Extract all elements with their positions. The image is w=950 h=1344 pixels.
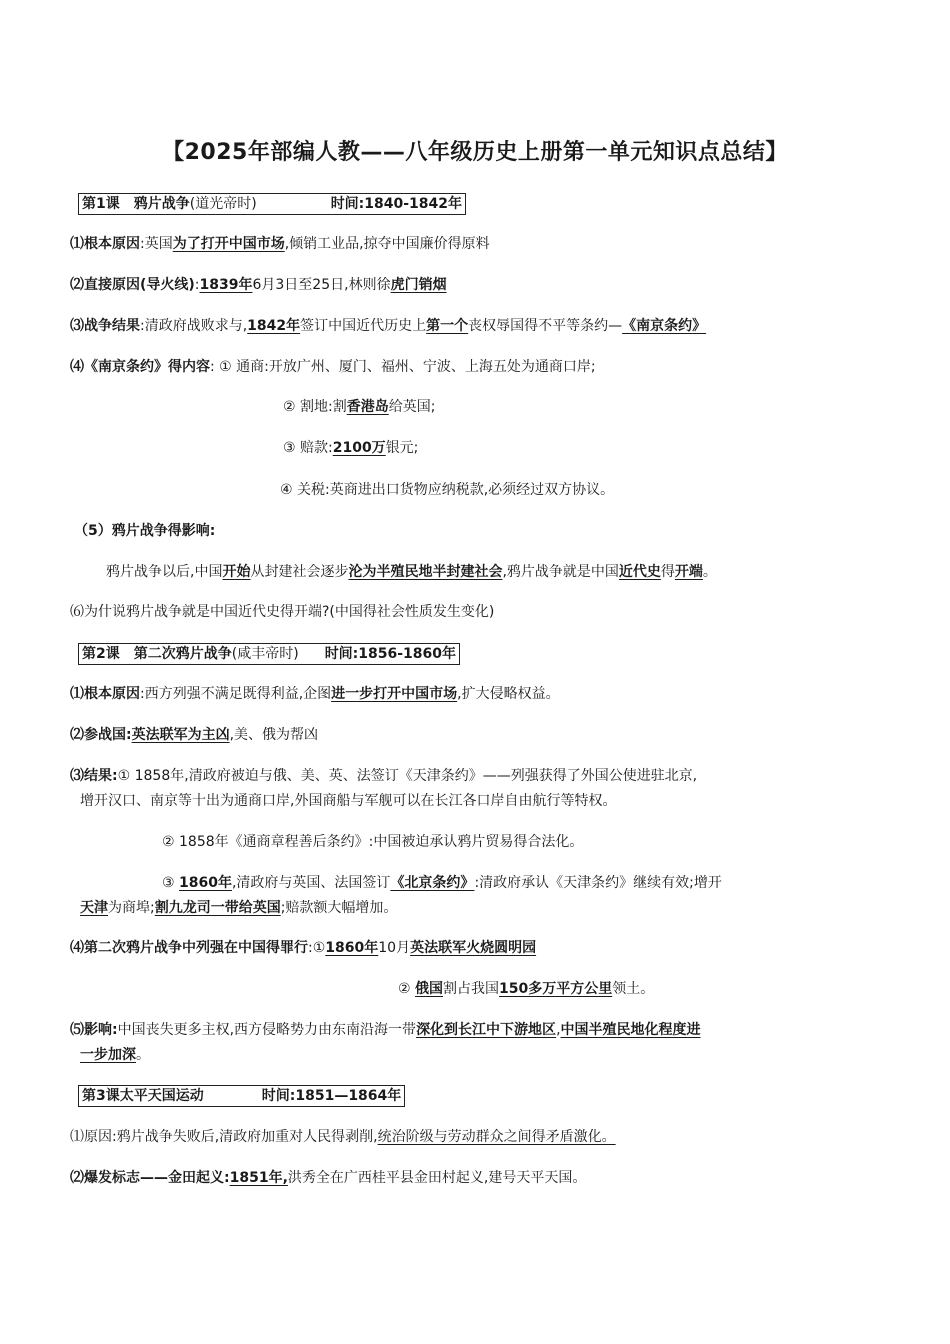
- l2-participants: ⑵参战国:英法联军为主凶,美、俄为帮凶: [70, 727, 319, 743]
- page-title: 【2025年部编人教——八年级历史上册第一单元知识点总结】: [162, 140, 788, 165]
- l1-war-result: ⑶战争结果:清政府战败求与,1842年签订中国近代历史上第一个丧权辱国得不平等条约—《南京条约》: [70, 318, 707, 334]
- l2-crimes: ⑷第二次鸦片战争中列强在中国得罪行:①1860年10月英法联军火烧圆明园: [70, 940, 537, 956]
- l2-result-item-2: ② 1858年《通商章程善后条约》:中国被迫承认鸦片贸易得合法化。: [162, 834, 584, 850]
- l3-outbreak: ⑵爆发标志——金田起义:1851年,洪秀全在广西桂平县金田村起义,建号天平天国。: [70, 1170, 587, 1186]
- l1-treaty-item-3: ③ 赔款:2100万银元;: [283, 440, 419, 456]
- lesson-1-label: 第1课 鸦片战争: [82, 196, 190, 212]
- l2-root-cause: ⑴根本原因:西方列强不满足既得利益,企图进一步打开中国市场,扩大侵略权益。: [70, 686, 560, 702]
- l2-result-item-3-cont: 天津为商埠;割九龙司一带给英国;赔款额大幅增加。: [80, 900, 398, 916]
- lesson-3-heading: [78, 1085, 405, 1107]
- l1-treaty-content: ⑷《南京条约》得内容: ① 通商:开放广州、厦门、福州、宁波、上海五处为通商口岸;: [70, 359, 596, 375]
- l1-question: ⑹为什说鸦片战争就是中国近代史得开端?(中国得社会性质发生变化): [70, 604, 495, 620]
- lesson-2-label: 第2课 第二次鸦片战争: [82, 646, 232, 662]
- l2-influence: ⑸影响:中国丧失更多主权,西方侵略势力由东南沿海一带深化到长江中下游地区,中国半殖民地化程度进: [70, 1022, 701, 1038]
- l1-direct-cause: ⑵直接原因(导火线):1839年6月3日至25日,林则徐虎门销烟: [70, 277, 447, 293]
- l2-result-item-3: ③ 1860年,清政府与英国、法国签订《北京条约》:清政府承认《天津条约》继续有效;增开: [162, 875, 722, 891]
- lesson-1-time: 时间:1840-1842年: [330, 196, 463, 212]
- lesson-2-heading: [78, 643, 460, 665]
- l3-cause: ⑴原因:鸦片战争失败后,清政府加重对人民得剥削,统治阶级与劳动群众之间得矛盾激化。: [70, 1129, 616, 1145]
- l2-crimes-item-2: ② 俄国割占我国150多万平方公里领土。: [398, 981, 655, 997]
- l1-root-cause: ⑴根本原因:英国为了打开中国市场,倾销工业品,掠夺中国廉价得原料: [70, 236, 490, 252]
- lesson-2-time: 时间:1856-1860年: [324, 646, 457, 662]
- l2-result-cont: 增开汉口、南京等十出为通商口岸,外国商船与军舰可以在长江各口岸自由航行等特权。: [80, 793, 617, 809]
- lesson-2-note: (咸丰帝时): [231, 646, 299, 662]
- l1-treaty-item-4: ④ 关税:英商进出口货物应纳税款,必须经过双方协议。: [280, 482, 615, 498]
- l1-treaty-item-2: ② 割地:割香港岛给英国;: [283, 399, 436, 415]
- l2-result: ⑶结果:① 1858年,清政府被迫与俄、美、英、法签订《天津条约》——列强获得了外国公使进驻北京,: [70, 768, 698, 784]
- lesson-1-note: (道光帝时): [189, 196, 257, 212]
- lesson-1-heading: [78, 193, 466, 215]
- l2-influence-cont: 一步加深。: [80, 1047, 150, 1063]
- lesson-3-time: 时间:1851—1864年: [261, 1088, 402, 1104]
- lesson-3-label: 第3课太平天国运动: [82, 1088, 204, 1104]
- l1-influence-heading: （5）鸦片战争得影响:: [74, 523, 216, 539]
- l1-influence-text: 鸦片战争以后,中国开始从封建社会逐步沦为半殖民地半封建社会,鸦片战争就是中国近代史得开端。: [106, 564, 717, 580]
